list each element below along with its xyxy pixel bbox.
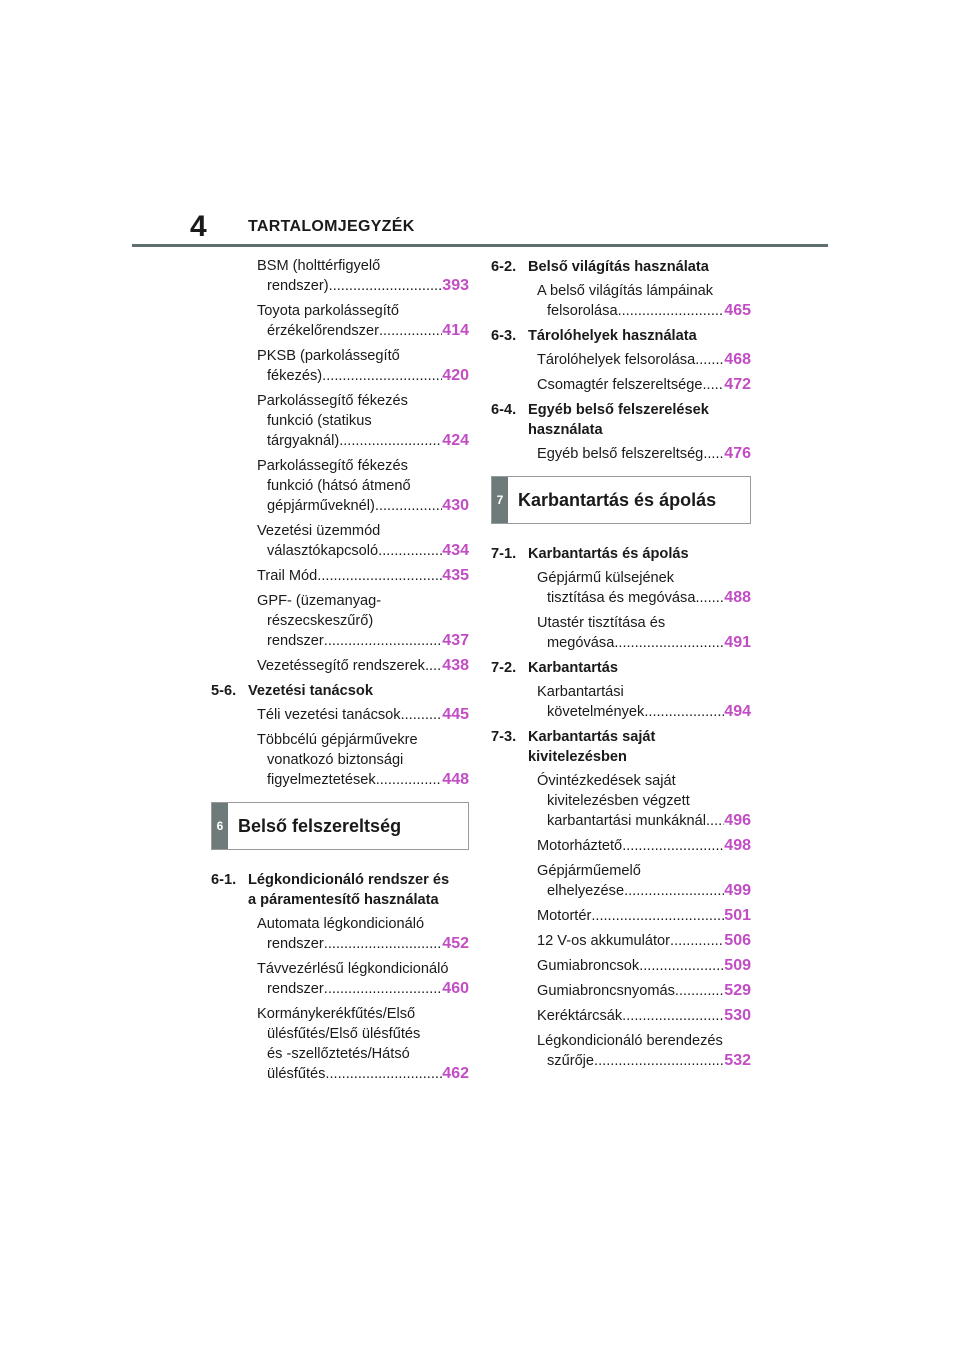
page-link[interactable]: 462 [442, 1065, 469, 1082]
entry-text-line: Keréktárcsák [537, 1008, 623, 1024]
entry-text-line: Csomagtér felszereltsége [537, 377, 703, 393]
page-link[interactable]: 393 [442, 277, 469, 294]
dot-leader [378, 541, 442, 561]
entry-text-line: Gumiabroncsnyomás [537, 983, 675, 999]
entry-last-line [257, 1064, 469, 1084]
entry-last-line [257, 541, 469, 561]
page-link[interactable]: 509 [724, 957, 751, 974]
section-title-line: Egyéb belső felszerelések [528, 402, 709, 418]
dot-leader [622, 836, 724, 856]
toc-entry[interactable] [211, 391, 469, 451]
dot-leader [624, 881, 724, 901]
toc-entry[interactable] [211, 346, 469, 386]
entry-last-line [537, 836, 751, 856]
page-link[interactable]: 529 [724, 982, 751, 999]
page-link[interactable]: 434 [442, 542, 469, 559]
section-heading [491, 544, 751, 564]
page-link[interactable]: 476 [724, 445, 751, 462]
page-link[interactable]: 494 [724, 703, 751, 720]
entry-last-line [257, 770, 469, 790]
entry-text-line: Vezetéssegítő rendszerek [257, 658, 425, 674]
dot-leader [618, 301, 725, 321]
entry-text-line: Téli vezetési tanácsok [257, 707, 401, 723]
entry-text-line: kivitelezésben végzett [547, 793, 690, 809]
entry-text-line: és -szellőztetés/Hátsó [267, 1046, 410, 1062]
entry-text-line: Gépjármű külsejének [537, 570, 675, 586]
header-rule [132, 244, 828, 247]
toc-entry[interactable] [491, 568, 751, 608]
entry-last-line [257, 979, 469, 999]
entry-text-line: Karbantartási [537, 684, 624, 700]
entry-text-line: rendszer [267, 936, 324, 952]
toc-entry[interactable] [211, 914, 469, 954]
page-link[interactable]: 501 [724, 907, 751, 924]
entry-last-line [257, 566, 469, 586]
page-link[interactable]: 498 [724, 837, 751, 854]
dot-leader [594, 1051, 724, 1071]
dot-leader [376, 770, 443, 790]
toc-entry[interactable] [491, 375, 751, 395]
page-link[interactable]: 435 [442, 567, 469, 584]
page-link[interactable]: 460 [442, 980, 469, 997]
entry-text-line: rendszer [267, 633, 324, 649]
page-link[interactable]: 414 [442, 322, 469, 339]
header-title: TARTALOMJEGYZÉK [248, 218, 415, 235]
entry-last-line [257, 934, 469, 954]
section-title-line: Karbantartás [528, 660, 619, 676]
entry-text-line: szűrője [547, 1053, 595, 1069]
entry-last-line [257, 656, 469, 676]
entry-text-line: Gépjárműemelő [537, 863, 641, 879]
entry-text-line: GPF- (üzemanyag- [257, 593, 382, 609]
entry-text-line: funkció (statikus [267, 413, 372, 429]
section-number: 6-2. [491, 259, 517, 275]
dot-leader [695, 350, 724, 370]
entry-text-line: 12 V-os akkumulátor [537, 933, 671, 949]
dot-leader [339, 431, 442, 451]
chapter-box [211, 802, 469, 850]
toc-entry[interactable] [211, 705, 469, 725]
section-heading [211, 681, 469, 701]
toc-entry[interactable] [491, 1031, 751, 1071]
toc-entry[interactable] [211, 959, 469, 999]
entry-text-line: BSM (holttérfigyelő [257, 258, 381, 274]
section-number: 7-1. [491, 546, 517, 562]
entry-text-line: felsorolása [547, 303, 618, 319]
section-title-line: kivitelezésben [528, 749, 627, 765]
entry-text-line: Óvintézkedések saját [537, 773, 676, 789]
page-link[interactable]: 445 [442, 706, 469, 723]
entry-last-line [537, 931, 751, 951]
entry-last-line [537, 444, 751, 464]
section-heading [491, 257, 751, 277]
dot-leader [379, 321, 442, 341]
entry-text-line: figyelmeztetések [267, 772, 376, 788]
page-link[interactable]: 532 [724, 1052, 751, 1069]
entry-last-line [537, 811, 751, 831]
entry-last-line [537, 881, 751, 901]
section-heading [211, 870, 469, 910]
entry-last-line [537, 350, 751, 370]
toc-entry[interactable] [211, 256, 469, 296]
toc-entry[interactable] [211, 730, 469, 790]
section-heading [491, 658, 751, 678]
entry-text-line: Toyota parkolássegítő [257, 303, 399, 319]
entry-text-line: Vezetési üzemmód [257, 523, 381, 539]
entry-text-line: vonatkozó biztonsági [267, 752, 404, 768]
entry-last-line [257, 631, 469, 651]
section-heading [491, 727, 751, 767]
page-link[interactable]: 437 [442, 632, 469, 649]
section-number: 5-6. [211, 683, 237, 699]
toc-entry[interactable] [491, 836, 751, 856]
toc-entry[interactable] [491, 861, 751, 901]
dot-leader [324, 631, 443, 651]
entry-text-line: megóvása [547, 635, 615, 651]
section-number: 6-1. [211, 872, 237, 888]
dot-leader [614, 633, 724, 653]
entry-text-line: Parkolássegítő fékezés [257, 393, 408, 409]
page-link[interactable]: 438 [442, 657, 469, 674]
entry-last-line [257, 431, 469, 451]
dot-leader [375, 496, 442, 516]
entry-last-line [537, 301, 751, 321]
entry-text-line: részecskeszűrő) [267, 613, 374, 629]
toc-column-right [491, 254, 751, 1076]
entry-last-line [537, 702, 751, 722]
entry-text-line: rendszer) [267, 278, 329, 294]
dot-leader [324, 934, 443, 954]
chapter-box [491, 476, 751, 524]
entry-text-line: tisztítása és megóvása [547, 590, 696, 606]
toc-entry[interactable] [211, 1004, 469, 1084]
page-link[interactable]: 530 [724, 1007, 751, 1024]
entry-text-line: A belső világítás lámpáinak [537, 283, 714, 299]
toc-column-left [211, 254, 469, 1089]
entry-last-line [537, 633, 751, 653]
entry-last-line [537, 1006, 751, 1026]
toc-entry[interactable] [491, 956, 751, 976]
page-link[interactable]: 496 [724, 812, 751, 829]
toc-entry[interactable] [491, 1006, 751, 1026]
dot-leader [425, 656, 442, 676]
toc-entry[interactable] [491, 906, 751, 926]
dot-leader [702, 375, 724, 395]
toc-entry[interactable] [491, 350, 751, 370]
section-title-line: a páramentesítő használata [248, 892, 439, 908]
section-title-line: használata [528, 422, 603, 438]
page-link[interactable]: 468 [724, 351, 751, 368]
dot-leader [329, 276, 443, 296]
dot-leader [703, 444, 724, 464]
dot-leader [591, 906, 724, 926]
entry-last-line [537, 906, 751, 926]
entry-text-line: Trail Mód [257, 568, 318, 584]
entry-text-line: fékezés) [267, 368, 323, 384]
page-link[interactable]: 448 [442, 771, 469, 788]
entry-text-line: ülésfűtés [267, 1066, 326, 1082]
page-link[interactable]: 491 [724, 634, 751, 651]
toc-entry[interactable] [491, 771, 751, 831]
toc-entry[interactable] [491, 281, 751, 321]
dot-leader [639, 956, 724, 976]
page-link[interactable]: 452 [442, 935, 469, 952]
entry-last-line [257, 366, 469, 386]
toc-entry[interactable] [491, 682, 751, 722]
entry-text-line: ülésfűtés/Első ülésfűtés [267, 1026, 421, 1042]
entry-text-line: funkció (hátsó átmenő [267, 478, 411, 494]
entry-text-line: Automata légkondicionáló [257, 916, 425, 932]
section-title-line: Karbantartás saját [528, 729, 656, 745]
entry-text-line: Gumiabroncsok [537, 958, 640, 974]
entry-last-line [537, 588, 751, 608]
entry-text-line: Motorháztető [537, 838, 623, 854]
page-link[interactable]: 420 [442, 367, 469, 384]
entry-text-line: Többcélú gépjárművekre [257, 732, 418, 748]
page-link[interactable]: 424 [442, 432, 469, 449]
entry-text-line: Motortér [537, 908, 592, 924]
toc-entry[interactable] [491, 931, 751, 951]
section-number: 7-3. [491, 729, 517, 745]
section-heading [491, 326, 751, 346]
section-number: 6-3. [491, 328, 517, 344]
dot-leader [322, 366, 442, 386]
dot-leader [706, 811, 724, 831]
toc-entry[interactable] [211, 566, 469, 586]
dot-leader [644, 702, 724, 722]
entry-text-line: karbantartási munkáknál [547, 813, 706, 829]
toc-entry[interactable] [211, 301, 469, 341]
toc-entry[interactable] [211, 656, 469, 676]
toc-entry[interactable] [211, 591, 469, 651]
page-link[interactable]: 430 [442, 497, 469, 514]
entry-last-line [257, 496, 469, 516]
entry-last-line [537, 956, 751, 976]
chapter-title: Belső felszereltség [238, 815, 402, 836]
entry-text-line: tárgyaknál) [267, 433, 340, 449]
entry-text-line: Légkondicionáló berendezés [537, 1033, 723, 1049]
entry-last-line [537, 375, 751, 395]
dot-leader [324, 979, 443, 999]
dot-leader [670, 931, 724, 951]
section-title-line: Tárolóhelyek használata [528, 328, 697, 344]
entry-last-line [257, 321, 469, 341]
page-number: 4 [190, 210, 207, 243]
dot-leader [695, 588, 724, 608]
page-link[interactable]: 499 [724, 882, 751, 899]
dot-leader [401, 705, 443, 725]
page-link[interactable]: 488 [724, 589, 751, 606]
entry-last-line [257, 705, 469, 725]
entry-text-line: Egyéb belső felszereltség [537, 446, 704, 462]
entry-text-line: Távvezérlésű légkondicionáló [257, 961, 449, 977]
section-title-line: Belső világítás használata [528, 259, 709, 275]
dot-leader [622, 1006, 724, 1026]
section-title-line: Karbantartás és ápolás [528, 546, 689, 562]
entry-text-line: Utastér tisztítása és [537, 615, 666, 631]
entry-last-line [257, 276, 469, 296]
entry-text-line: gépjárműveknél) [267, 498, 375, 514]
section-title-line: Vezetési tanácsok [248, 683, 373, 699]
entry-text-line: rendszer [267, 981, 324, 997]
entry-text-line: PKSB (parkolássegítő [257, 348, 400, 364]
entry-text-line: választókapcsoló [267, 543, 379, 559]
section-number: 6-4. [491, 402, 517, 418]
toc-entry[interactable] [491, 981, 751, 1001]
entry-last-line [537, 1051, 751, 1071]
chapter-number-tab: 7 [492, 477, 508, 523]
section-number: 7-2. [491, 660, 517, 676]
page-link[interactable]: 506 [724, 932, 751, 949]
toc-entry[interactable] [211, 456, 469, 516]
section-title-line: Légkondicionáló rendszer és [248, 872, 450, 888]
toc-entry[interactable] [211, 521, 469, 561]
dot-leader [675, 981, 724, 1001]
section-heading [491, 400, 751, 440]
dot-leader [325, 1064, 442, 1084]
chapter-title: Karbantartás és ápolás [518, 489, 717, 510]
page-link[interactable]: 465 [724, 302, 751, 319]
entry-text-line: Kormánykerékfűtés/Első [257, 1006, 416, 1022]
entry-last-line [537, 981, 751, 1001]
entry-text-line: elhelyezése [547, 883, 625, 899]
entry-text-line: Parkolássegítő fékezés [257, 458, 408, 474]
toc-entry[interactable] [491, 613, 751, 653]
page-link[interactable]: 472 [724, 376, 751, 393]
entry-text-line: Tárolóhelyek felsorolása [537, 352, 696, 368]
dot-leader [317, 566, 442, 586]
toc-entry[interactable] [491, 444, 751, 464]
chapter-number-tab: 6 [212, 803, 228, 849]
entry-text-line: követelmények [547, 704, 645, 720]
entry-text-line: érzékelőrendszer [267, 323, 379, 339]
